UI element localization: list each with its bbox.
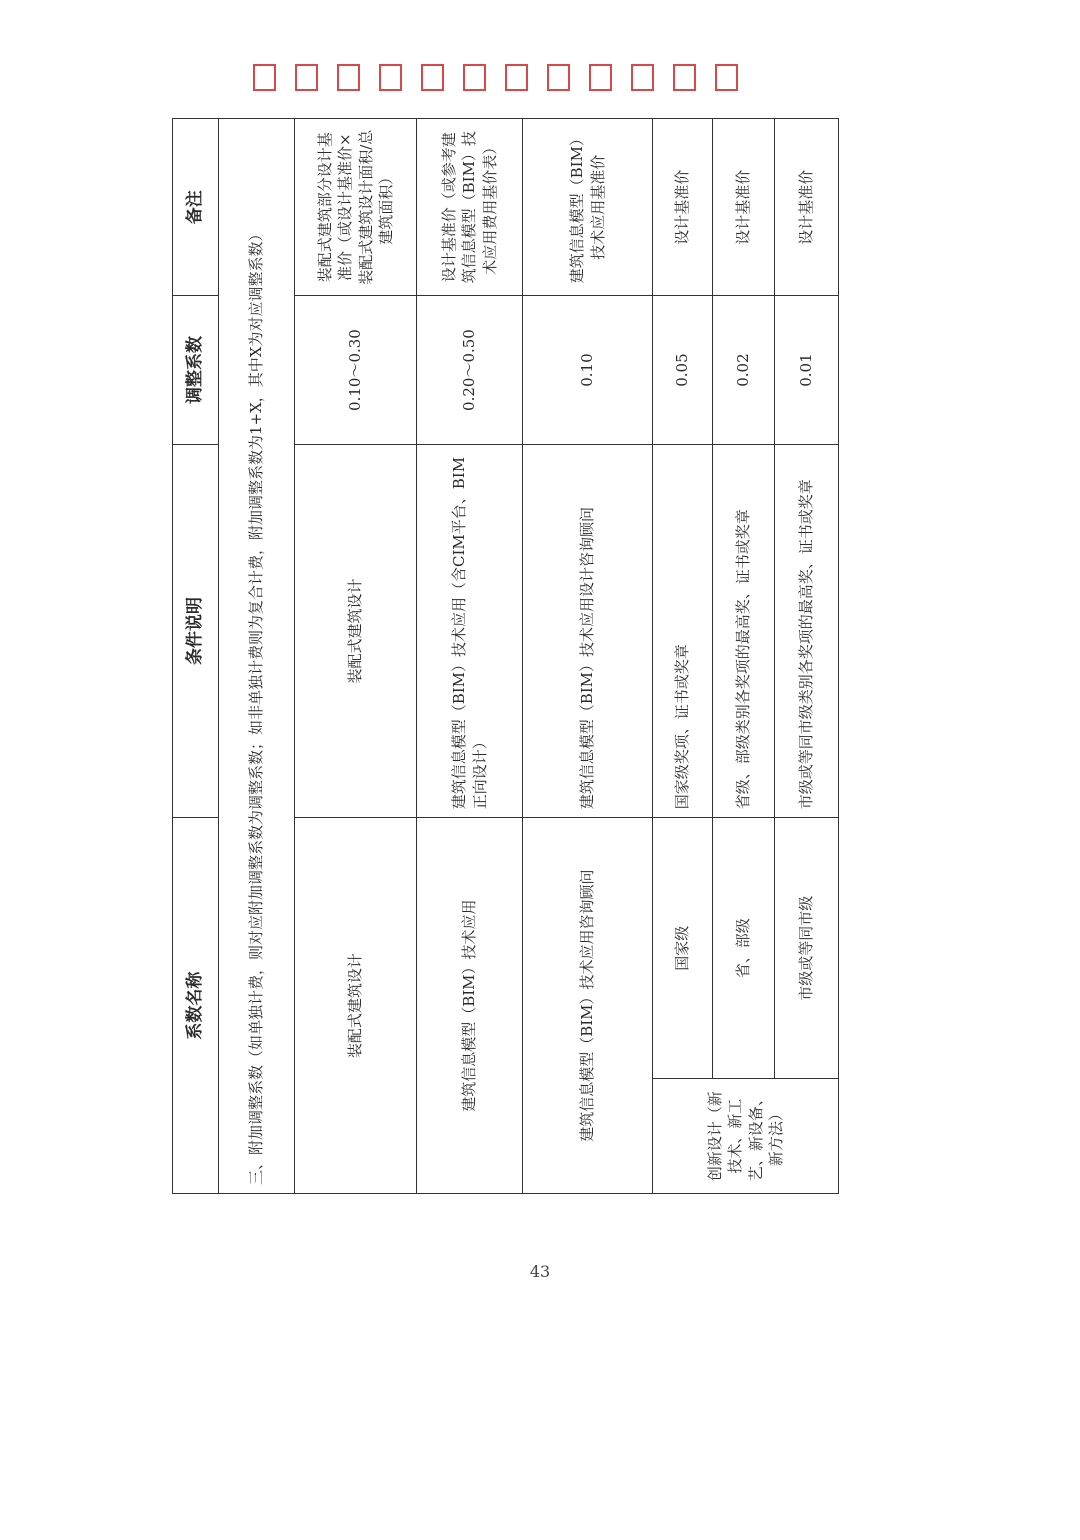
row-note: 设计基准价	[713, 119, 775, 296]
row-coefficient: 0.01	[775, 296, 839, 444]
stamp-box	[715, 64, 738, 91]
stamp-box	[547, 64, 570, 91]
stamp-box	[421, 64, 444, 91]
row-condition: 装配式建筑设计	[295, 444, 417, 818]
stamp-box	[463, 64, 486, 91]
row-coefficient: 0.20～0.50	[417, 296, 523, 444]
section-row	[219, 119, 295, 1194]
row-note: 设计基准价	[775, 119, 839, 296]
page-number: 43	[529, 1262, 551, 1281]
stamp-box	[253, 64, 276, 91]
innovation-group-name: 创新设计（新技术、新工艺、新设备、新方法）	[653, 1079, 839, 1194]
table-row	[653, 119, 713, 1194]
row-condition: 省级、部级类别各奖项的最高奖、证书或奖章	[713, 444, 775, 818]
stamp-box	[295, 64, 318, 91]
header-stamp-boxes	[253, 64, 738, 91]
stamp-box	[673, 64, 696, 91]
row-coefficient: 0.05	[653, 296, 713, 444]
header-condition: 条件说明	[173, 444, 219, 818]
row-condition: 建筑信息模型（BIM）技术应用（含CIM平台、BIM正向设计）	[417, 444, 523, 818]
table-row	[775, 119, 839, 1194]
stamp-box	[337, 64, 360, 91]
header-coefficient-name: 系数名称	[173, 818, 219, 1194]
row-note: 建筑信息模型（BIM）技术应用基准价	[523, 119, 653, 296]
header-note: 备注	[173, 119, 219, 296]
row-note: 设计基准价（或参考建筑信息模型（BIM）技术应用费用基价表）	[417, 119, 523, 296]
row-note: 装配式建筑部分设计基准价（或设计基准价×装配式建筑设计面积/总建筑面积）	[295, 119, 417, 296]
stamp-box	[505, 64, 528, 91]
row-name: 建筑信息模型（BIM）技术应用	[417, 818, 523, 1194]
row-level: 国家级	[653, 818, 713, 1079]
row-coefficient: 0.10～0.30	[295, 296, 417, 444]
table-row	[295, 119, 417, 1194]
row-name: 装配式建筑设计	[295, 818, 417, 1194]
row-coefficient: 0.10	[523, 296, 653, 444]
stamp-box	[631, 64, 654, 91]
row-note: 设计基准价	[653, 119, 713, 296]
row-name: 建筑信息模型（BIM）技术应用咨询顾问	[523, 818, 653, 1194]
row-condition: 建筑信息模型（BIM）技术应用设计咨询顾问	[523, 444, 653, 818]
row-condition: 国家级奖项、证书或奖章	[653, 444, 713, 818]
table-header-row	[173, 119, 219, 1194]
row-level: 省、部级	[713, 818, 775, 1079]
row-level: 市级或等同市级	[775, 818, 839, 1079]
row-condition: 市级或等同市级类别各奖项的最高奖、证书或奖章	[775, 444, 839, 818]
stamp-box	[589, 64, 612, 91]
stamp-box	[379, 64, 402, 91]
rotated-table-container	[172, 118, 838, 1194]
table-row	[523, 119, 653, 1194]
header-coefficient: 调整系数	[173, 296, 219, 444]
table-row	[713, 119, 775, 1194]
section-heading: 三、附加调整系数（如单独计费，则对应附加调整系数为调整系数；如非单独计费则为复合计费，附加调整系数为1+X，其中X为对应调整系数）	[219, 119, 295, 1194]
adjustment-coefficient-table	[172, 118, 839, 1194]
table-row	[417, 119, 523, 1194]
row-coefficient: 0.02	[713, 296, 775, 444]
